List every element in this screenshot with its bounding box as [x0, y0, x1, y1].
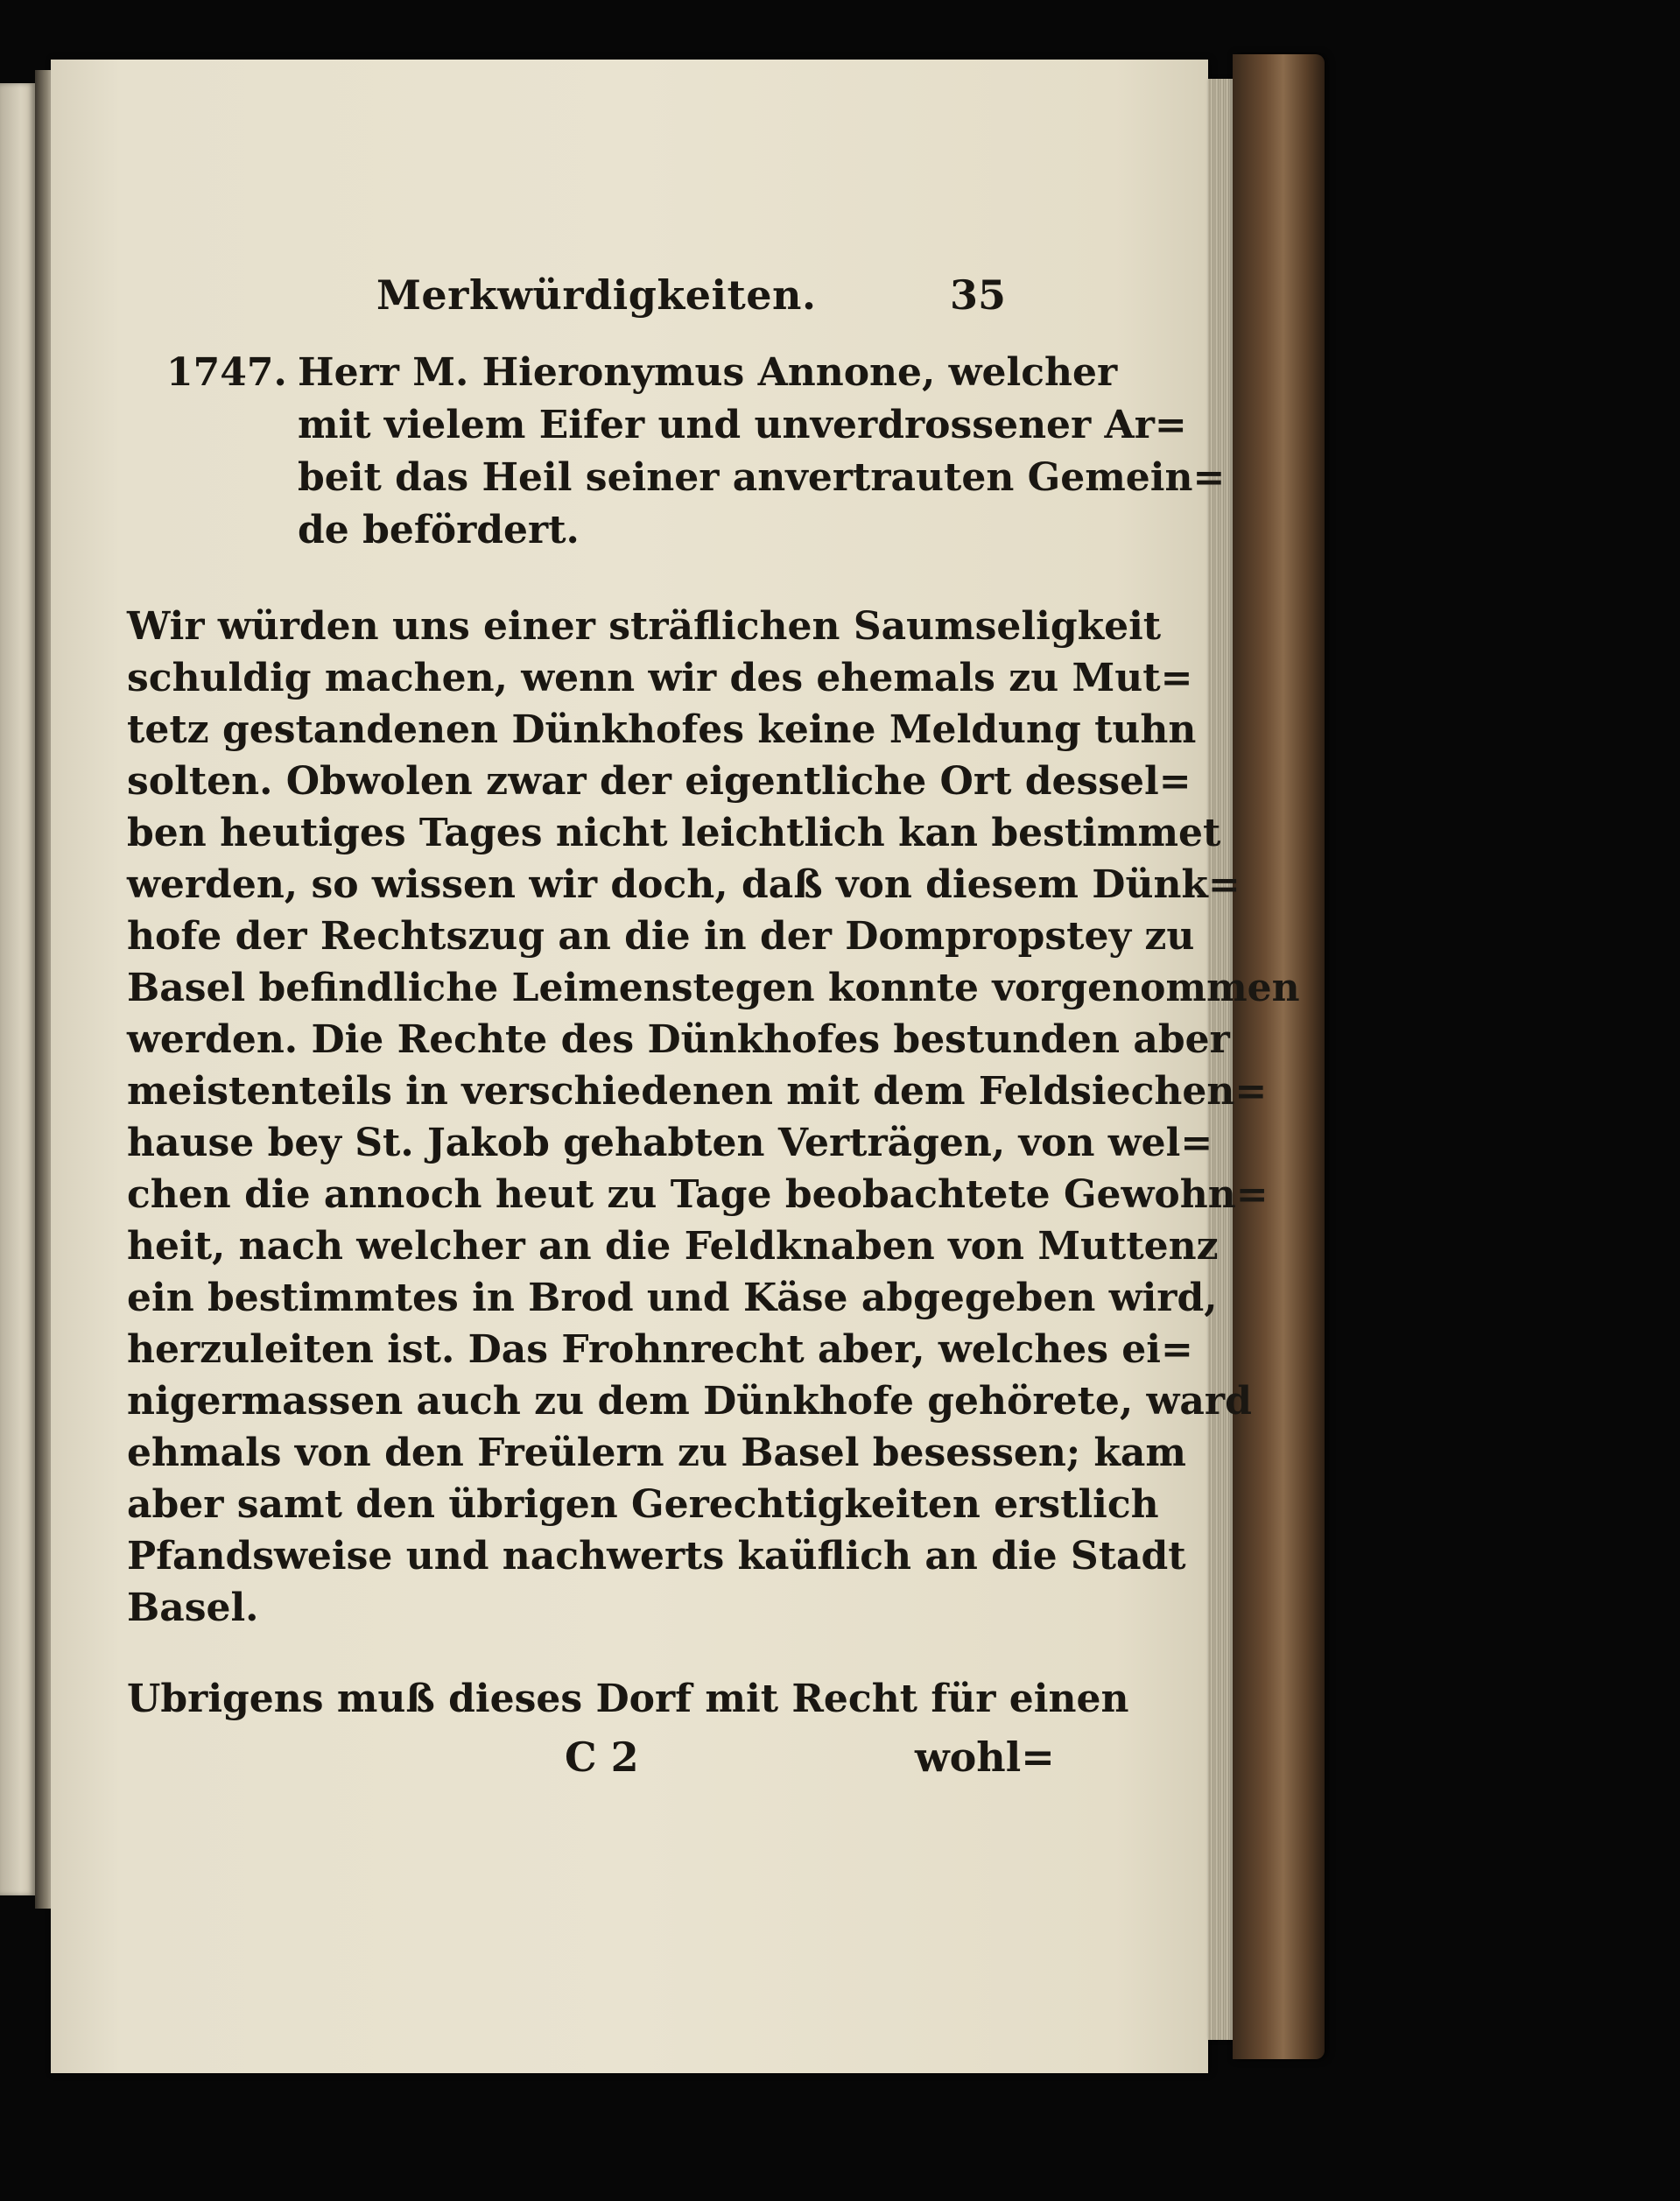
paragraph-line: schuldig machen, wenn wir des ehemals zu Mut= [127, 656, 1193, 700]
entry-year: 1747. [166, 350, 287, 395]
paragraph-line: herzuleiten ist. Das Frohnrecht aber, welches ei= [127, 1327, 1193, 1372]
paragraph-line: hause bey St. Jakob gehabten Verträgen, von wel= [127, 1121, 1213, 1165]
entry-line: beit das Heil seiner anvertrauten Gemein= [298, 455, 1226, 500]
paragraph-line: ehmals von den Freülern zu Basel besessen; kam [127, 1431, 1186, 1475]
paragraph-line: Wir würden uns einer sträflichen Saumseligkeit [127, 604, 1162, 649]
entry-line: de befördert. [298, 508, 580, 552]
paragraph-line: heit, nach welcher an die Feldknaben von Muttenz [127, 1224, 1219, 1269]
paragraph-line: tetz gestandenen Dünkhofes keine Meldung tuhn [127, 707, 1197, 752]
entry-line: mit vielem Eifer und unverdrossener Ar= [298, 403, 1187, 447]
paragraph-line: werden, so wissen wir doch, daß von diesem Dünk= [127, 862, 1241, 907]
paragraph-line: ben heutiges Tages nicht leichtlich kan bestimmet [127, 811, 1221, 855]
paragraph-line: solten. Obwolen zwar der eigentliche Ort dessel= [127, 759, 1191, 804]
paragraph-line: meistenteils in verschiedenen mit dem Feldsiechen= [127, 1069, 1268, 1114]
paragraph-line: Basel. [127, 1586, 259, 1630]
signature-mark: C 2 [565, 1733, 639, 1781]
entry-line: Herr M. Hieronymus Annone, welcher [298, 350, 1118, 395]
paragraph-line: aber samt den übrigen Gerechtigkeiten erstlich [127, 1482, 1159, 1527]
paragraph-line: nigermassen auch zu dem Dünkhofe gehörete, ward [127, 1379, 1252, 1424]
paragraph-line: chen die annoch heut zu Tage beobachtete Gewohn= [127, 1172, 1269, 1217]
paragraph-line: werden. Die Rechte des Dünkhofes bestunden aber [127, 1017, 1230, 1062]
page-number: 35 [950, 271, 1007, 319]
paragraph-line: ein bestimmtes in Brod und Käse abgegeben wird, [127, 1276, 1218, 1320]
paragraph-line: hofe der Rechtszug an die in der Dompropstey zu [127, 914, 1195, 959]
paragraph-line: Basel befindliche Leimenstegen konnte vorgenommen [127, 966, 1300, 1010]
catchword: wohl= [915, 1733, 1055, 1781]
paragraph-line: Pfandsweise und nachwerts kaüflich an die Stadt [127, 1534, 1186, 1579]
running-head: Merkwürdigkeiten. [376, 271, 817, 319]
paragraph-line: Ubrigens muß dieses Dorf mit Recht für einen [127, 1677, 1129, 1721]
